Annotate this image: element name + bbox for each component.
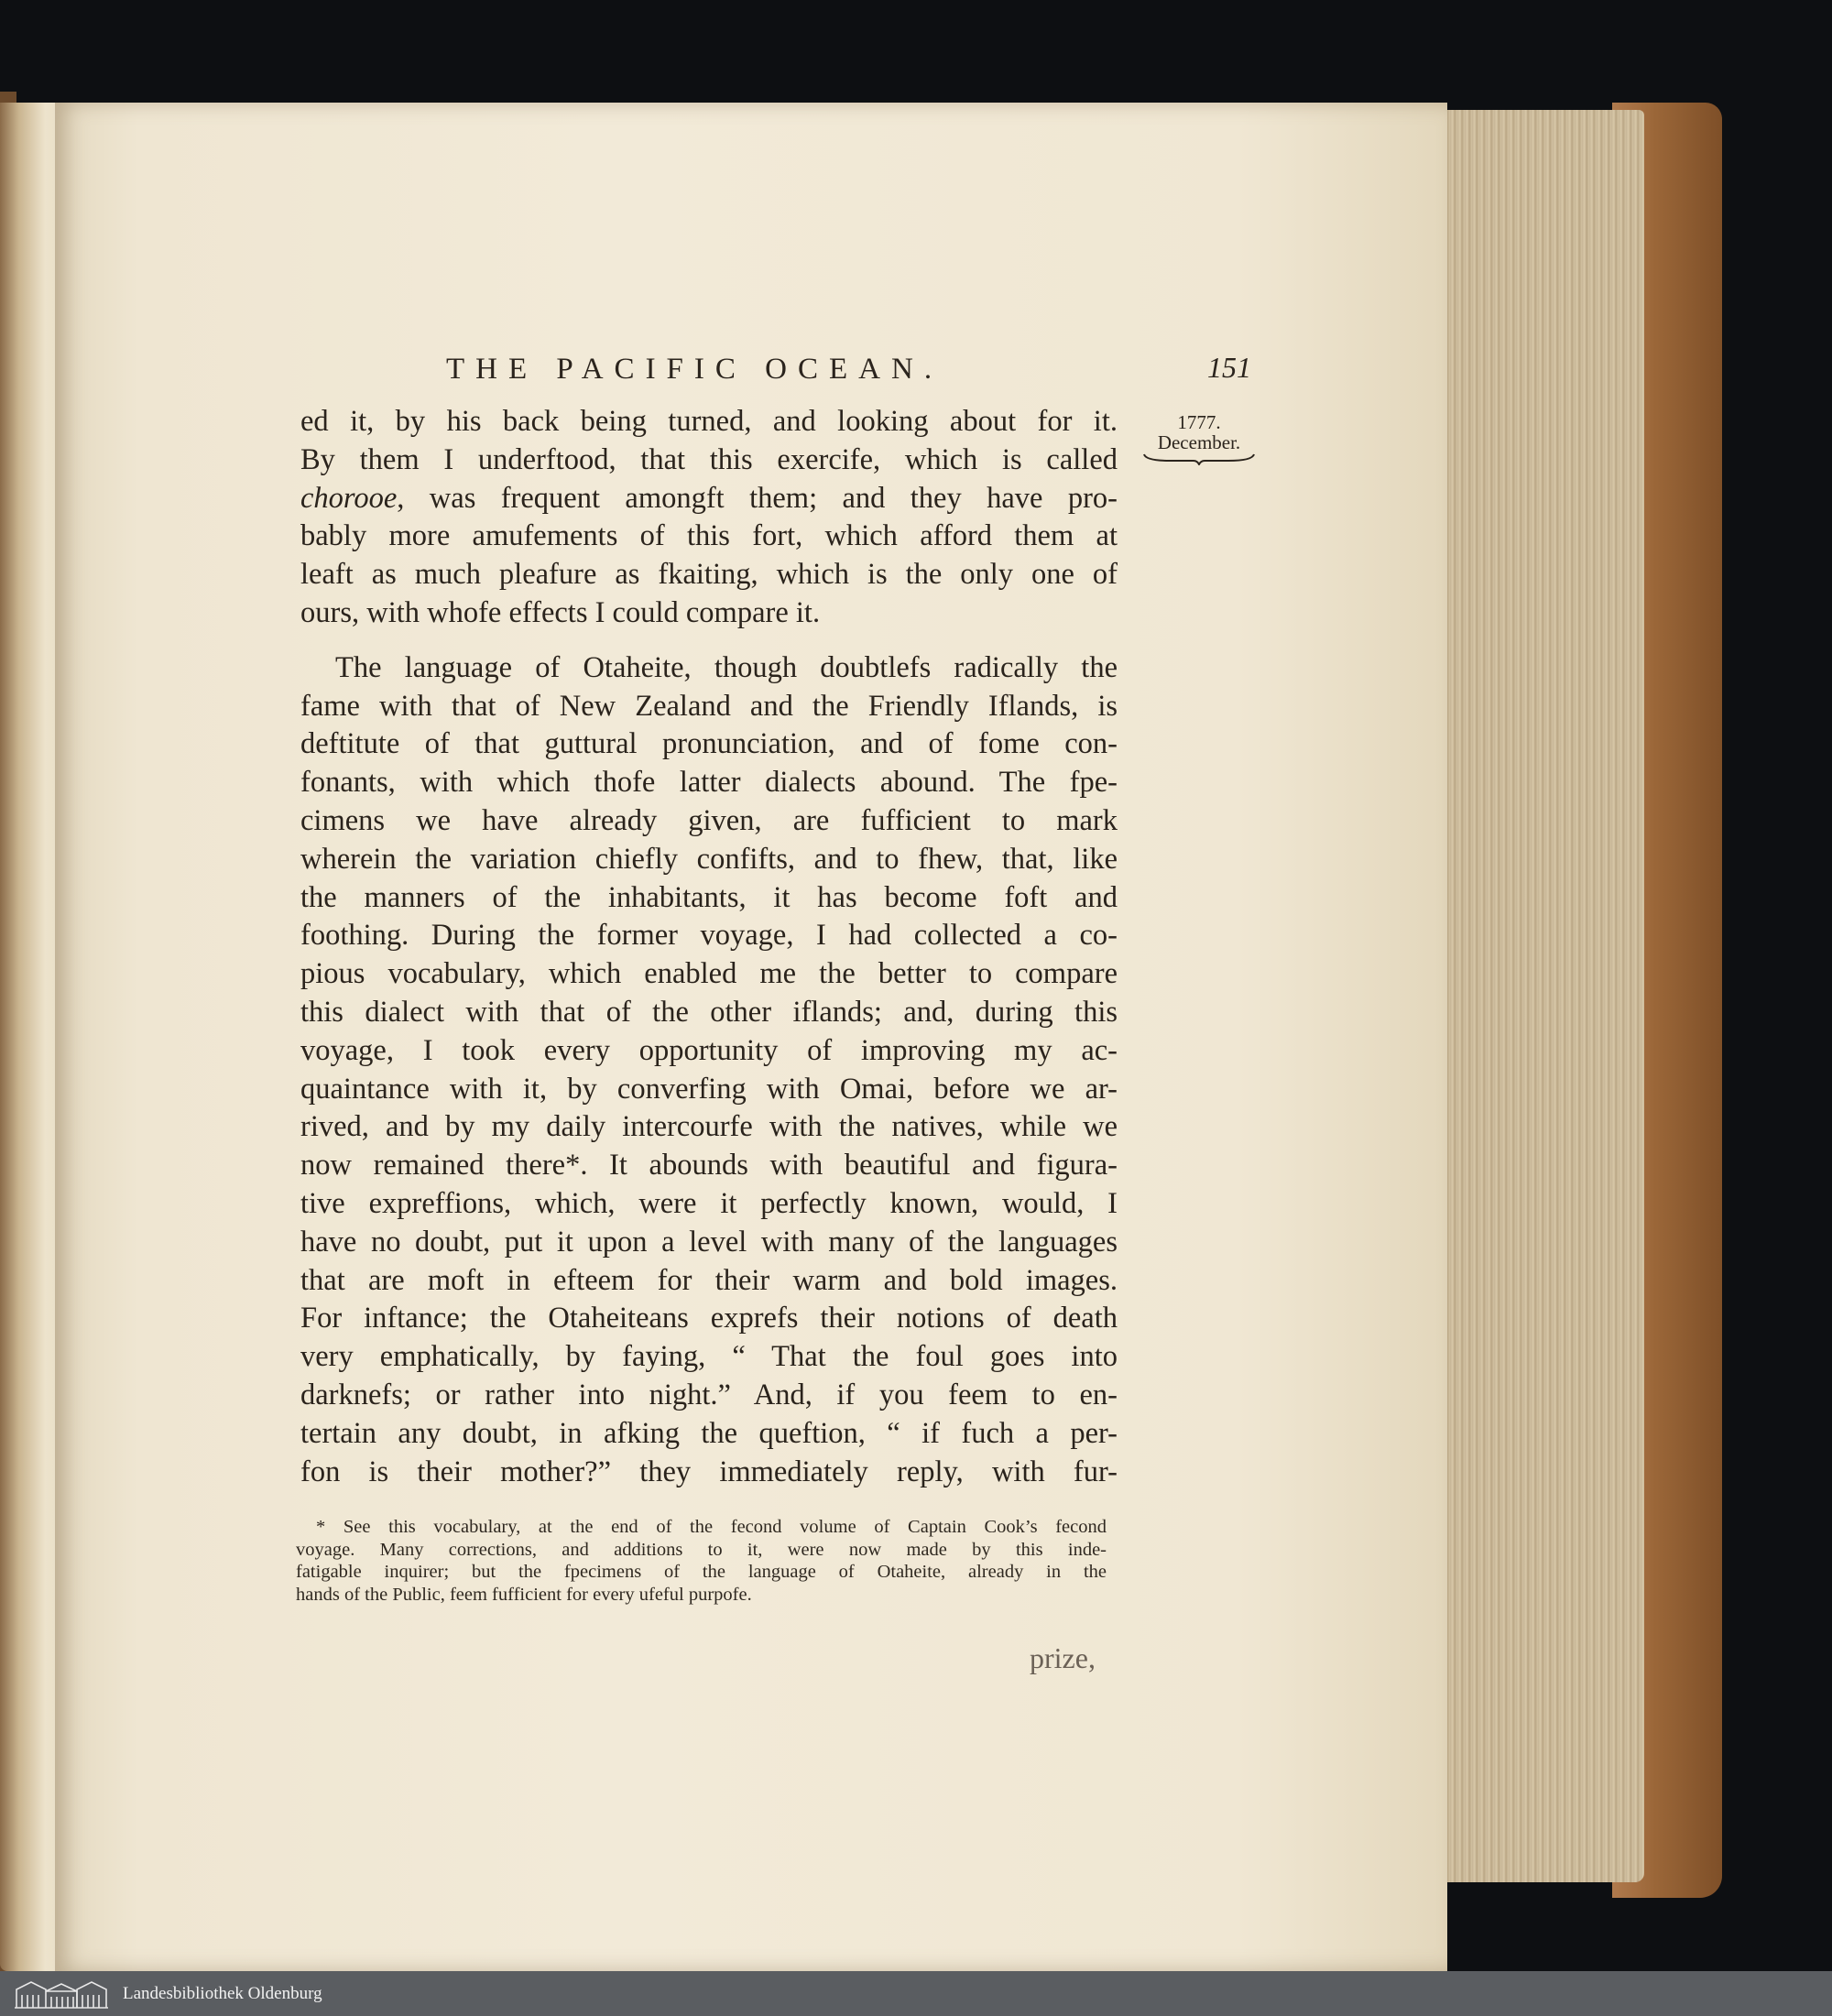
text-line: tertain any doubt, in afking the queftion, “ if fuch a per- [300,1416,1118,1450]
text-line: ed it, by his back being turned, and looking about for it. [300,405,1118,438]
text-line: that are moft in efteem for their warm and bold images. [300,1263,1118,1297]
brace-icon [1142,452,1256,465]
text-line: the manners of the inhabitants, it has become foft and [300,880,1118,914]
text-line: now remained there*. It abounds with beautiful and figura- [300,1149,1118,1182]
text-line [300,480,1118,518]
marginal-year: 1777. [1177,411,1221,433]
footnote-line: fatigable inquirer; but the fpecimens of the language of Otaheite, already in the [296,1562,1107,1582]
library-name: Landesbibliothek Oldenburg [123,1984,322,2003]
text-line: By them I underftood, that this exercife, which is called [300,442,1118,476]
footnote-line: hands of the Public, feem fufficient for every ufeful purpofe. [296,1584,752,1605]
text-line: deftitute of that guttural pronunciation, and of fome con- [300,727,1118,761]
text-line: For inftance; the Otaheiteans exprefs their notions of death [300,1302,1118,1335]
text-line: leaft as much pleafure as fkaiting, which is the only one of [300,558,1118,592]
library-footer-bar [0,1971,1832,2016]
library-building-icon [13,1977,110,2011]
text-line: rived, and by my daily intercourfe with the natives, while we [300,1110,1118,1144]
text-line: ours, with whofe effects I could compare it. [300,595,821,629]
text-line: bably more amufements of this fort, which afford them at [300,519,1118,553]
catchword: prize, [1030,1641,1096,1674]
body-text [300,403,1118,1491]
paragraph-gap [300,633,1118,649]
text-line: fonants, with which thofe latter dialects abound. The fpe- [300,766,1118,800]
marginal-date-note [1140,412,1259,465]
footnote-line: * See this vocabulary, at the end of the fecond volume of Captain Cook’s fecond [316,1517,1107,1537]
page-number: 151 [1207,351,1251,384]
text-line: this dialect with that of the other iflands; and, during this [300,995,1118,1029]
text-line: very emphatically, by faying, “ That the foul goes into [300,1340,1118,1374]
marginal-month: December. [1157,431,1241,453]
footnote-line: voyage. Many corrections, and additions to it, were now made by this inde- [296,1539,1107,1560]
text-line: fame with that of New Zealand and the Friendly Iflands, is [300,689,1118,723]
text-line: tive expreffions, which, were it perfectly known, would, I [300,1186,1118,1220]
text-line: quaintance with it, by converfing with Omai, before we ar- [300,1072,1118,1106]
footnote [296,1516,1107,1606]
text-line: darknefs; or rather into night.” And, if you feem to en- [300,1378,1118,1411]
text-line: have no doubt, put it upon a level with many of the languages [300,1225,1118,1259]
text-line: cimens we have already given, are fufficient to mark [300,803,1118,837]
text-line: The language of Otaheite, though doubtlefs radically the [335,650,1118,684]
text-line: fon is their mother?” they immediately reply, with fur- [300,1455,1118,1488]
running-head: THE PACIFIC OCEAN. [446,353,943,386]
text-line-rest: , was frequent amongft them; and they have pro- [397,481,1118,515]
text-line: foothing. During the former voyage, I had collected a co- [300,919,1118,953]
text-line: voyage, I took every opportunity of improving my ac- [300,1033,1118,1067]
italic-term: chorooe [300,481,398,515]
page-fore-edge [1443,110,1644,1882]
text-line: pious vocabulary, which enabled me the better to compare [300,957,1118,991]
text-line: wherein the variation chiefly confifts, and to fhew, that, like [300,842,1118,876]
